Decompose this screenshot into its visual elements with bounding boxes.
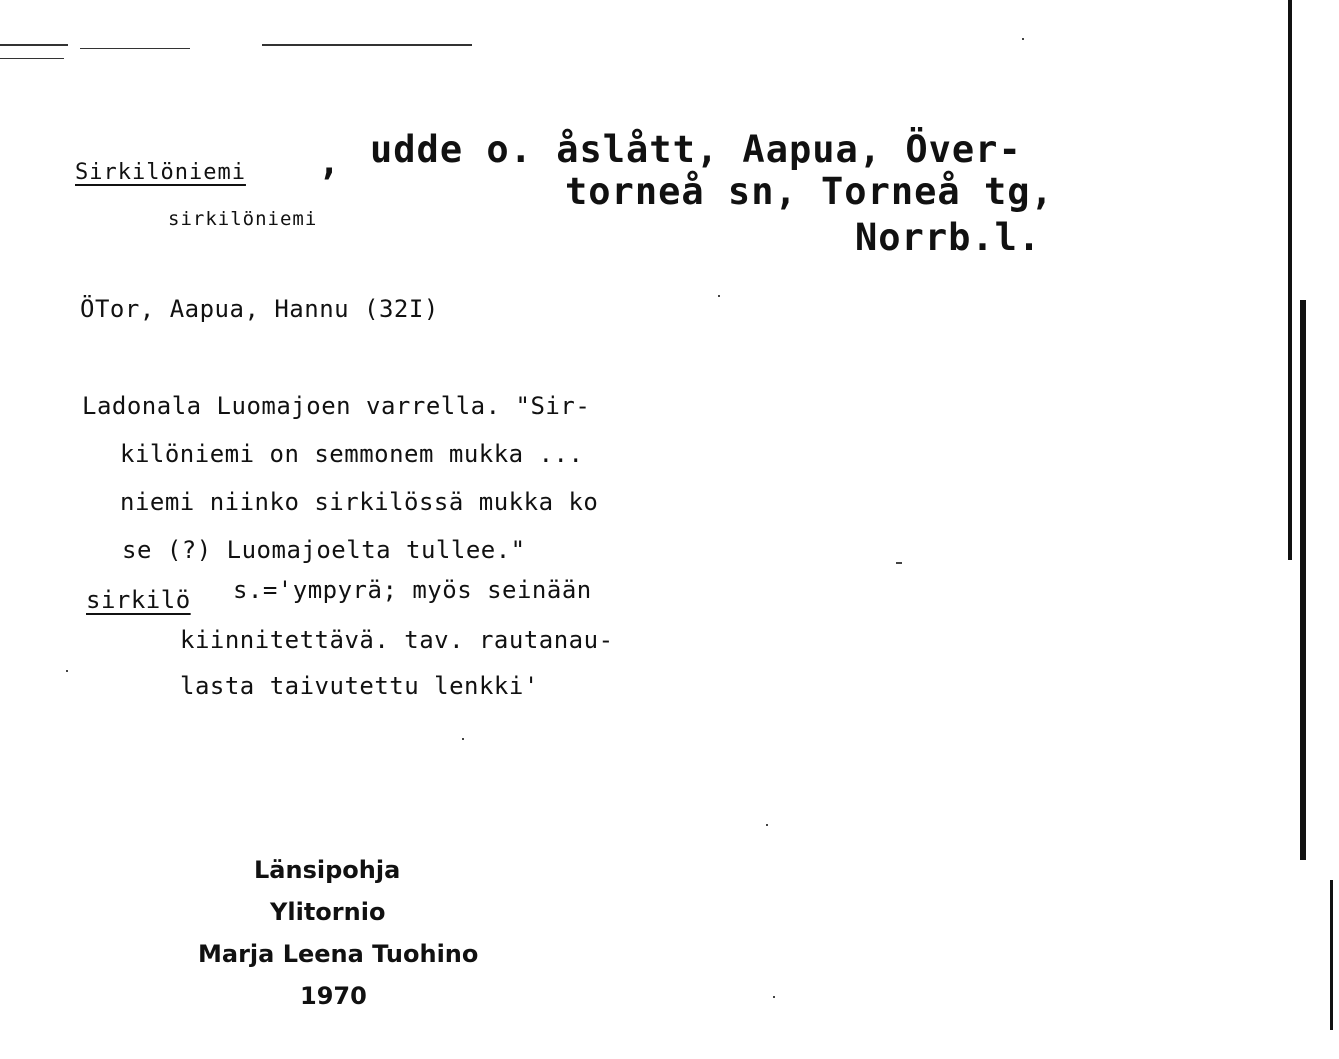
note-line-3: niemi niinko sirkilössä mukka ko — [120, 488, 599, 516]
stamp-collector: Marja Leena Tuohino — [198, 940, 479, 968]
speck — [66, 670, 68, 672]
stamp-year: 1970 — [300, 982, 367, 1010]
speck — [462, 738, 464, 740]
speck — [1022, 38, 1024, 40]
right-edge-line-bottom — [1330, 880, 1333, 1030]
description-line-2: torneå sn, Torneå tg, — [565, 170, 1054, 213]
stamp-region: Länsipohja — [254, 856, 401, 884]
source-line: ÖTor, Aapua, Hannu (32I) — [80, 295, 439, 323]
right-edge-line — [1288, 0, 1292, 560]
speck — [773, 996, 775, 998]
top-rule-left — [0, 44, 68, 46]
definition-term: sirkilö — [86, 586, 191, 614]
headword-comma: , — [318, 140, 342, 183]
headword: Sirkilöniemi — [75, 160, 246, 185]
description-line-3: Norrb.l. — [855, 216, 1042, 259]
right-edge-line-lower — [1300, 300, 1306, 860]
top-rule-right — [262, 44, 472, 46]
stamp-parish: Ylitornio — [270, 898, 386, 926]
top-rule-small — [0, 58, 64, 59]
note-line-1: Ladonala Luomajoen varrella. "Sir- — [82, 392, 591, 420]
note-line-4: se (?) Luomajoelta tullee." — [122, 536, 526, 564]
note-line-2: kilöniemi on semmonem mukka ... — [120, 440, 584, 468]
speck — [766, 824, 768, 826]
description-line-1: udde o. åslått, Aapua, Över- — [370, 128, 1022, 171]
definition-line-2: kiinnitettävä. tav. rautanau- — [180, 626, 614, 654]
top-rule-mid — [80, 48, 190, 49]
definition-line-3: lasta taivutettu lenkki' — [180, 672, 539, 700]
speck — [718, 295, 720, 297]
pronunciation: sirkilöniemi — [168, 208, 318, 230]
definition-line-1: s.='ympyrä; myös seinään — [218, 576, 592, 604]
speck — [896, 562, 902, 564]
